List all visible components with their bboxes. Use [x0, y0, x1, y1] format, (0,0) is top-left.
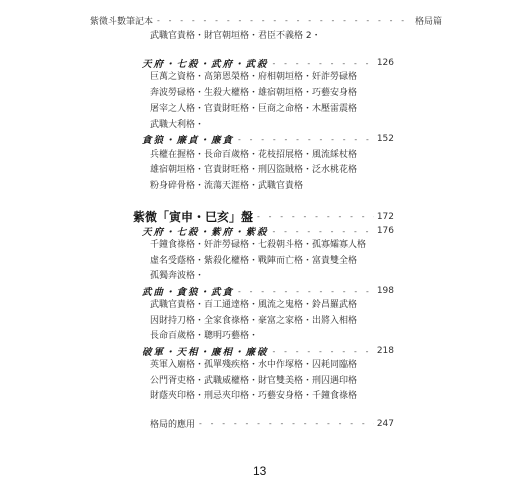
toc-page-number: 198 — [376, 286, 394, 296]
dot-leader — [272, 227, 374, 236]
toc-entry-title: 破軍・天相・廉相・廉破 — [142, 347, 269, 358]
dot-leader — [237, 287, 374, 296]
toc-page-number: 218 — [376, 346, 394, 356]
intro-line: 武職官貴格・財官朝垣格・君臣不義格 2・ — [150, 31, 321, 41]
pattern-list-line: 巨萬之資格・高第恩榮格・府相朝垣格・奸詐勞碌格 — [150, 72, 358, 82]
pattern-list-line: 粉身碎骨格・流蕩天涯格・武職官貴格 — [150, 181, 304, 191]
pattern-list-line: 英軍入廟格・孤單殘疾格・水中作塚格・囚耗同臨格 — [150, 360, 358, 370]
chapter-title: 紫微「寅申・巳亥」盤 — [133, 210, 254, 224]
pattern-list-line: 財蔭夾印格・刑忌夾印格・巧藝安身格・千鐘食祿格 — [150, 391, 358, 401]
header-leader — [156, 16, 412, 25]
pattern-list-line: 屠宰之人格・官貴財旺格・巨商之命格・木壓雷震格 — [150, 104, 358, 114]
running-header — [90, 14, 442, 27]
toc-entry[interactable] — [142, 224, 394, 238]
pattern-list-line: 虛名受蔭格・紫殺化權格・戰陣而亡格・富貴雙全格 — [150, 256, 358, 266]
dot-leader — [272, 59, 374, 68]
toc-page-number: 152 — [376, 134, 394, 144]
chapter-entry[interactable] — [133, 208, 394, 225]
toc-page-number: 126 — [376, 58, 394, 68]
pattern-list-line: 奔波勞碌格・生殺大權格・雄宿朝垣格・巧藝安身格 — [150, 88, 358, 98]
dot-leader — [198, 419, 374, 428]
header-section-title: 格局篇 — [414, 17, 442, 27]
toc-page-number: 247 — [376, 418, 394, 429]
pattern-list-line: 武職大利格・ — [150, 120, 205, 130]
pattern-list-line: 雄宿朝垣格・官貴財旺格・刑囚盜賊格・泛水桃花格 — [150, 165, 358, 175]
page-number: 13 — [253, 464, 267, 478]
pattern-list-line: 長命百歲格・聰明巧藝格・ — [150, 331, 259, 341]
toc-entry[interactable] — [142, 344, 394, 358]
toc-entry[interactable] — [142, 132, 394, 146]
toc-page-number: 176 — [376, 226, 394, 236]
toc-entry[interactable] — [150, 417, 394, 430]
header-book-title: 紫微斗數筆記本 — [90, 17, 154, 27]
dot-leader — [256, 212, 374, 221]
toc-entry-title: 武曲・貪狼・武貪 — [142, 287, 235, 298]
pattern-list-line: 兵權在握格・長命百歲格・花枝招展格・風流綵杖格 — [150, 150, 358, 160]
toc-entry[interactable] — [142, 284, 394, 298]
pattern-list-line: 千鐘食祿格・奸詐勞碌格・七殺朝斗格・孤寡孀寡人格 — [150, 240, 367, 250]
toc-entry-title: 天府・七殺・紫府・紫殺 — [142, 227, 269, 238]
pattern-list-line: 公門胥吏格・武職威權格・財官雙美格・刑囚遇印格 — [150, 376, 358, 386]
pattern-list-line: 武職官貴格・百工通達格・風流之鬼格・鈴昌羅武格 — [150, 300, 358, 310]
dot-leader — [272, 347, 374, 356]
pattern-list-line: 因財持刀格・全家食祿格・豪富之家格・出將入相格 — [150, 316, 358, 326]
dot-leader — [237, 135, 374, 144]
toc-entry[interactable] — [142, 56, 394, 70]
toc-entry-title: 天府・七殺・武府・武殺 — [142, 59, 269, 70]
toc-entry-title: 格局的應用 — [150, 420, 196, 430]
pattern-list-line: 孤獨奔波格・ — [150, 271, 205, 281]
toc-entry-title: 貪狼・廉貞・廉貪 — [142, 135, 235, 146]
toc-page-number: 172 — [376, 211, 394, 222]
